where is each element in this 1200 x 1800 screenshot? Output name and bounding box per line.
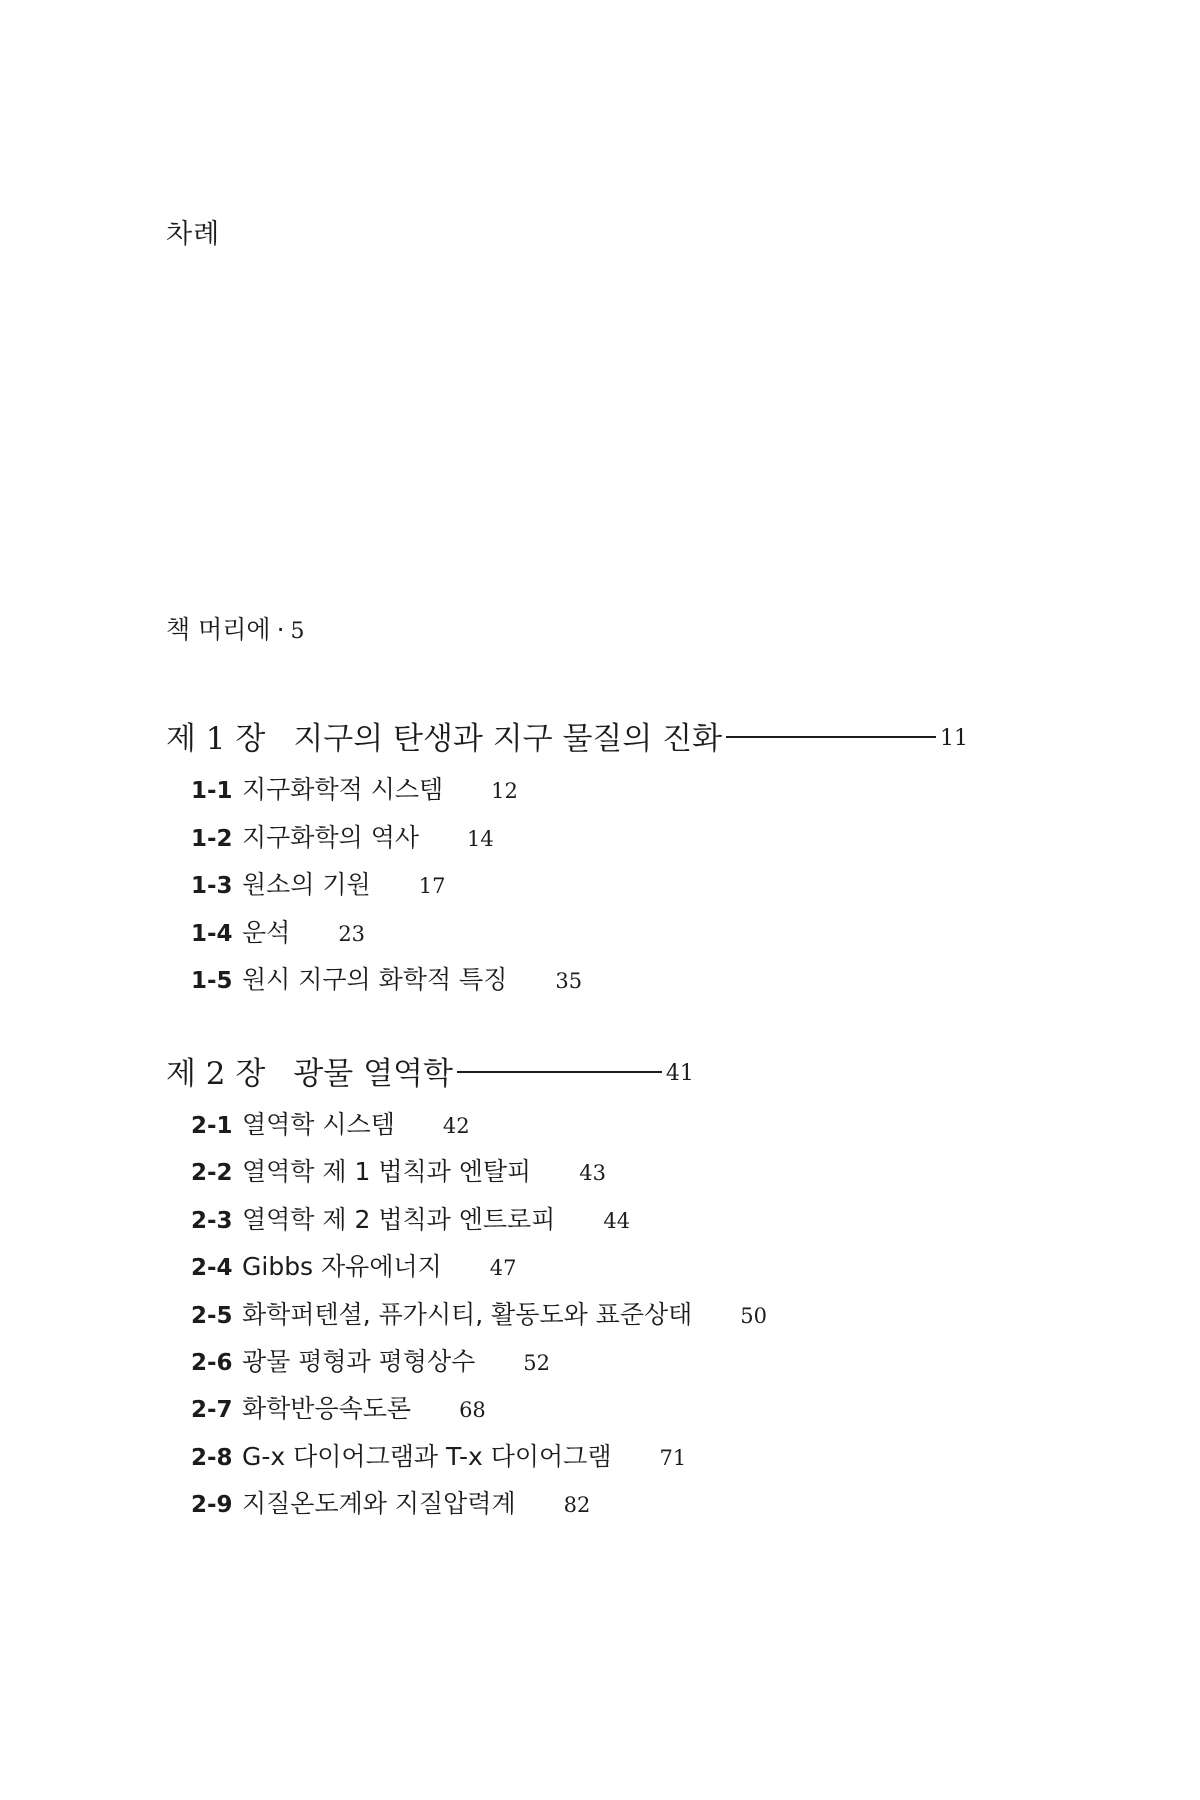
section-page: 17 [418,874,446,898]
section-1-2 [191,818,968,866]
section-number: 1-2 [191,825,233,852]
section-title: Gibbs 자유에너지 [242,1252,442,1282]
section-page: 50 [740,1303,768,1328]
section-page: 23 [338,921,366,946]
section-page: 71 [659,1445,687,1470]
section-page: 14 [467,826,494,851]
section-title: 원시 지구의 화학적 특징 [242,965,508,994]
chapter-2-page: 41 [665,1060,694,1086]
section-2-4 [191,1247,767,1294]
section-number: 2-3 [191,1207,233,1234]
chapter-1-sections [166,770,968,1008]
section-number: 1-1 [191,778,233,804]
preface-page: 5 [290,619,305,644]
section-2-3 [191,1200,767,1247]
chapter-1-title-row [166,710,968,760]
section-number: 2-4 [191,1255,233,1282]
section-title: 운석 [242,917,291,947]
chapter-1-label: 제 1 장 [166,720,266,757]
section-title: 열역학 제 2 법칙과 엔트로피 [242,1204,556,1234]
section-title: 열역학 제 1 법칙과 엔탈피 [242,1157,532,1187]
chapter-1-leader-line [726,736,936,738]
section-2-6 [191,1342,767,1389]
chapter-2-leader-line [457,1071,662,1073]
chapter-2-title: 광물 열역학 [293,1055,453,1092]
section-page: 82 [563,1493,591,1518]
chapter-1 [166,710,968,1008]
preface-entry [166,610,305,646]
section-title: 화학퍼텐셜, 퓨가시티, 활동도와 표준상태 [242,1299,693,1329]
section-page: 68 [459,1398,486,1423]
section-title: G-x 다이어그램과 T-x 다이어그램 [242,1441,612,1471]
section-1-5 [191,960,968,1008]
section-2-1 [191,1105,767,1152]
section-title: 지질온도계와 지질압력계 [242,1489,516,1519]
section-number: 2-8 [191,1444,233,1471]
section-page: 43 [579,1161,606,1186]
section-1-3 [191,865,968,913]
section-1-4 [191,913,968,961]
section-number: 2-7 [191,1397,233,1424]
section-page: 42 [442,1114,470,1138]
section-2-2 [191,1152,767,1199]
bullet-dot: · [276,615,285,644]
section-number: 2-5 [191,1302,233,1329]
section-title: 광물 평형과 평형상수 [242,1346,476,1376]
section-page: 12 [491,779,518,803]
section-2-7 [191,1389,767,1436]
section-number: 1-3 [191,873,233,899]
section-title: 지구화학의 역사 [242,822,419,852]
section-number: 2-6 [191,1349,233,1376]
chapter-2-label: 제 2 장 [166,1055,266,1092]
section-title: 화학반응속도론 [242,1394,412,1424]
section-number: 2-2 [191,1160,233,1187]
section-2-8 [191,1437,767,1484]
section-number: 2-9 [191,1492,233,1519]
section-page: 52 [523,1350,550,1375]
section-number: 1-4 [191,920,233,947]
section-2-5 [191,1295,767,1342]
section-page: 35 [555,969,583,993]
section-number: 1-5 [191,968,233,994]
page-heading: 차례 [166,219,221,250]
section-2-9 [191,1484,767,1531]
preface-title: 책 머리에 [166,615,271,644]
section-number: 2-1 [191,1113,233,1139]
chapter-1-page: 11 [940,725,969,751]
chapter-1-title: 지구의 탄생과 지구 물질의 진화 [293,720,723,757]
chapter-2 [166,1045,767,1532]
chapter-2-title-row [166,1045,767,1095]
section-page: 47 [489,1256,517,1281]
section-title: 지구화학적 시스템 [242,775,444,804]
section-page: 44 [603,1208,631,1233]
section-title: 원소의 기원 [242,870,371,899]
chapter-2-sections [166,1105,767,1532]
section-title: 열역학 시스템 [242,1110,395,1139]
section-1-1 [191,770,968,818]
